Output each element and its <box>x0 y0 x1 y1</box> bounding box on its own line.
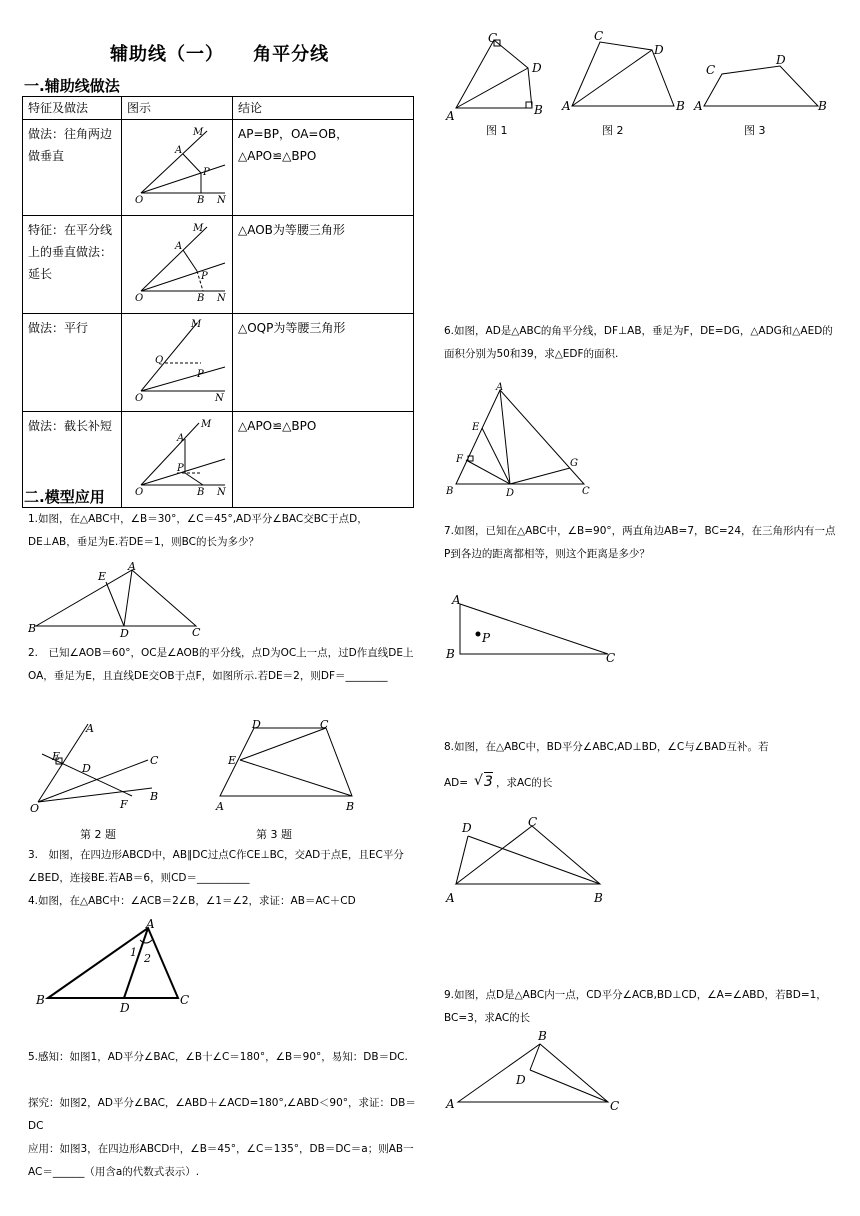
svg-text:A: A <box>446 1097 455 1111</box>
section-heading-methods: 一.辅助线做法 <box>24 77 120 95</box>
svg-text:E: E <box>228 754 237 767</box>
method-cell: 做法：截长补短 <box>23 412 122 508</box>
sqrt-symbol: √ <box>474 773 483 789</box>
conclusion-cell: △AOB为等腰三角形 <box>233 216 414 314</box>
header-figure: 图示 <box>122 97 233 120</box>
svg-text:C: C <box>582 486 590 497</box>
svg-text:B: B <box>150 790 159 803</box>
svg-text:C: C <box>610 1099 620 1113</box>
problem-6: 6.如图，AD是△ABC的角平分线，DF⊥AB，垂足为F，DE=DG，△ADG和△AED的面积分别为50和39，求△EDF的面积. <box>444 325 833 360</box>
svg-text:O: O <box>30 802 40 815</box>
svg-text:C: C <box>606 651 616 665</box>
svg-text:A: A <box>216 800 224 813</box>
problem-3: 3. 如图，在四边形ABCD中，AB∥DC过点C作CE⊥BC，交AD于点E，且EC平分∠BED，连接BE.若AB＝6，则CD＝__________ <box>28 849 404 884</box>
svg-text:N: N <box>217 293 226 303</box>
problem-5-explore: 探究：如图2，AD平分∠BAC，∠ABD＋∠ACD=180°,∠ABD＜90°，求证：DB＝DC <box>28 1097 416 1132</box>
svg-text:D: D <box>654 43 664 57</box>
conclusion-cell: △OQP为等腰三角形 <box>233 314 414 412</box>
svg-text:B: B <box>594 891 603 905</box>
figure-cell <box>122 412 233 508</box>
svg-text:P: P <box>197 369 204 380</box>
svg-text:O: O <box>135 487 144 497</box>
svg-text:A: A <box>175 241 183 252</box>
figure-problem-9 <box>444 1026 624 1116</box>
figure-problem-7 <box>444 588 624 668</box>
page-title: 辅助线（一） 角平分线 <box>110 44 330 65</box>
svg-text:D: D <box>252 718 261 731</box>
svg-text:O: O <box>135 195 144 205</box>
figure-problem-6 <box>446 380 606 500</box>
svg-text:A: A <box>146 918 155 931</box>
figure-problem-1 <box>28 560 208 640</box>
svg-text:A: A <box>694 99 703 113</box>
conclusion-cell: AP=BP，OA=OB，△APO≌△BPO <box>233 120 414 216</box>
svg-text:M: M <box>201 419 212 430</box>
svg-text:G: G <box>570 458 578 469</box>
svg-text:M: M <box>193 223 204 234</box>
svg-text:C: C <box>180 993 190 1007</box>
svg-text:E: E <box>52 750 61 763</box>
svg-text:B: B <box>197 487 205 497</box>
problem-9: 9.如图，点D是△ABC内一点，CD平分∠ACB,BD⊥CD，∠A=∠ABD，若BD=1，BC=3，求AC的长 <box>444 989 827 1024</box>
caption-fig-3: 图 3 <box>744 124 766 137</box>
problem-5-intro: 5.感知：如图1，AD平分∠BAC，∠B十∠C＝180°，∠B＝90°，易知：DB＝DC. <box>28 1051 408 1063</box>
svg-text:B: B <box>446 486 454 497</box>
table-row <box>23 120 414 216</box>
svg-text:M: M <box>193 127 204 138</box>
svg-text:B: B <box>534 103 543 117</box>
svg-text:B: B <box>676 99 685 113</box>
method-cell: 特征：在平分线上的垂直做法：延长 <box>23 216 122 314</box>
svg-text:D: D <box>462 821 472 835</box>
figure-cell <box>122 314 233 412</box>
svg-text:C: C <box>594 29 604 43</box>
figure-problem-8 <box>444 812 614 910</box>
svg-text:P: P <box>177 463 184 474</box>
figure-cut-and-extend <box>127 415 227 497</box>
svg-text:Q: Q <box>155 355 164 366</box>
svg-text:D: D <box>120 1001 130 1015</box>
svg-text:D: D <box>120 627 129 640</box>
svg-text:C: C <box>192 626 201 639</box>
svg-text:A: A <box>452 593 461 607</box>
svg-text:O: O <box>135 293 144 303</box>
svg-text:B: B <box>818 99 827 113</box>
svg-text:N: N <box>215 393 224 401</box>
problem-8: 8.如图，在△ABC中，BD平分∠ABC,AD⊥BD，∠C与∠BAD互补。若 <box>444 741 769 753</box>
figure-problem-2 <box>28 716 168 816</box>
conclusion-cell: △APO≌△BPO <box>233 412 414 508</box>
caption-fig-2: 图 2 <box>602 124 624 137</box>
problem-4: 4.如图，在△ABC中：∠ACB＝2∠B，∠1＝∠2，求证：AB＝AC＋CD <box>28 895 356 907</box>
caption-problem-3: 第 3 题 <box>256 828 292 841</box>
svg-text:B: B <box>538 1029 547 1043</box>
svg-text:A: A <box>175 145 183 156</box>
svg-text:D: D <box>516 1073 526 1087</box>
svg-text:A: A <box>446 891 455 905</box>
svg-text:A: A <box>446 109 455 123</box>
sqrt-radicand: 3 <box>484 774 493 790</box>
section-heading-applications: 二.模型应用 <box>24 488 105 506</box>
svg-text:D: D <box>776 53 786 67</box>
figure-extension <box>127 219 227 303</box>
table-row <box>23 216 414 314</box>
problem-8-question: ，求AC的长 <box>496 777 553 789</box>
svg-text:P: P <box>203 167 210 178</box>
problem-5-apply: 应用：如图3，在四边形ABCD中，∠B＝45°，∠C＝135°，DB＝DC＝a；则AB一AC＝______（用含a的代数式表示）. <box>28 1143 414 1178</box>
svg-text:D: D <box>532 61 542 75</box>
problem-8-given-label: AD= <box>444 777 469 789</box>
svg-text:C: C <box>528 815 538 829</box>
svg-text:A: A <box>86 722 94 735</box>
svg-text:A: A <box>496 382 504 393</box>
caption-problem-2: 第 2 题 <box>80 828 116 841</box>
svg-text:A: A <box>562 99 571 113</box>
svg-text:B: B <box>446 647 455 661</box>
figure-cell <box>122 216 233 314</box>
caption-fig-1: 图 1 <box>486 124 508 137</box>
svg-text:D: D <box>506 488 515 499</box>
svg-text:B: B <box>36 993 45 1007</box>
svg-text:N: N <box>217 487 226 497</box>
svg-text:C: C <box>150 754 159 767</box>
figure-parallel <box>127 317 227 401</box>
problem-7: 7.如图，已知在△ABC中，∠B=90°，两直角边AB=7，BC=24，在三角形内有一点P到各边的距离都相等，则这个距离是多少？ <box>444 525 836 560</box>
figures-problem-5 <box>442 26 842 126</box>
svg-text:C: C <box>488 31 498 45</box>
svg-text:M: M <box>191 319 202 330</box>
figure-problem-3 <box>212 716 362 816</box>
figure-perpendicular <box>127 123 227 205</box>
methods-table <box>22 96 414 508</box>
method-cell: 做法：平行 <box>23 314 122 412</box>
header-conclusion: 结论 <box>233 97 414 120</box>
svg-text:N: N <box>217 195 226 205</box>
svg-text:B: B <box>197 195 205 205</box>
table-row <box>23 314 414 412</box>
svg-text:1: 1 <box>130 946 137 959</box>
header-method: 特征及做法 <box>23 97 122 120</box>
svg-text:F: F <box>456 454 463 465</box>
svg-text:B: B <box>197 293 205 303</box>
svg-text:C: C <box>320 718 329 731</box>
table-header-row <box>23 97 414 120</box>
svg-text:O: O <box>135 393 144 401</box>
svg-text:F: F <box>120 798 128 811</box>
svg-text:D: D <box>82 762 91 775</box>
figure-cell <box>122 120 233 216</box>
svg-text:C: C <box>706 63 716 77</box>
svg-text:E: E <box>472 422 480 433</box>
svg-text:P: P <box>482 631 491 645</box>
problem-1: 1.如图，在△ABC中，∠B＝30°，∠C＝45°,AD平分∠BAC交BC于点D，DE⊥AB，垂足为E.若DE＝1，则BC的长为多少？ <box>28 513 368 548</box>
figure-problem-4 <box>32 918 202 1016</box>
svg-text:B: B <box>28 622 37 635</box>
svg-text:2: 2 <box>144 952 151 965</box>
svg-text:A: A <box>177 433 185 444</box>
svg-text:E: E <box>98 570 107 583</box>
method-cell: 做法：往角两边做垂直 <box>23 120 122 216</box>
svg-text:P: P <box>201 271 208 282</box>
svg-text:B: B <box>346 800 355 813</box>
svg-text:A: A <box>128 560 136 573</box>
problem-2: 2. 已知∠AOB＝60°，OC是∠AOB的平分线，点D为OC上一点，过D作直线DE上OA，垂足为E，且直线DE交OB于点F，如图所示.若DE＝2，则DF＝________ <box>28 647 414 682</box>
